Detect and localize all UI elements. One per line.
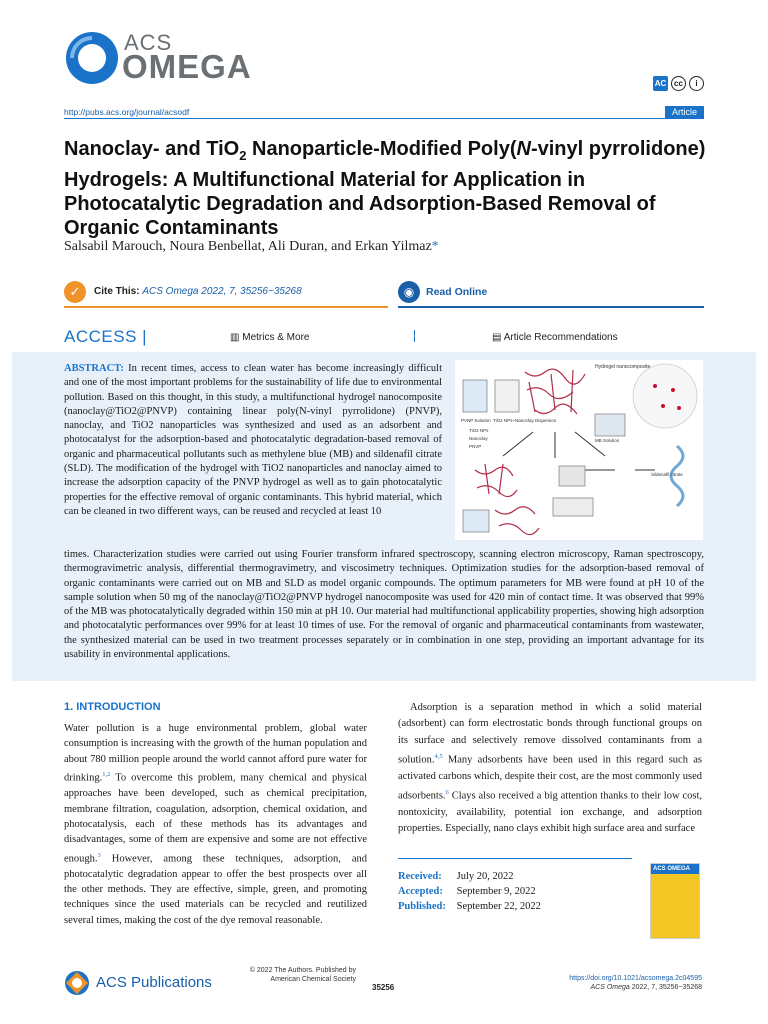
access-separator [414, 330, 415, 342]
header-divider [64, 118, 704, 119]
journal-url[interactable]: http://pubs.acs.org/journal/acsodf [64, 107, 190, 117]
read-online-link[interactable]: Read Online [426, 286, 488, 298]
article-type-badge: Article [665, 106, 704, 118]
citation-ref[interactable]: 1,2 [102, 771, 111, 779]
intro-column-right: Adsorption is a separation method in which a solid material (adsorbent) can form electrostatic bonds through functional groups on its surface and selectively remove dissolved contaminants from a solution.$^{4,5}$ Many adsorbents have been used in this regard such as activated carbons which, despite their cost, are the most commonly used adsorbents.$^6$ Clays also received a big attention thanks to their low cost, nontoxicity, availability, potential ion exchange, and adsorption properties. Especially, nano clays exhibit high surface area and surface [398, 702, 702, 835]
publisher-name: ACS Publications [96, 974, 212, 991]
abstract-text-top: ABSTRACT: In recent times, access to clean water has become increasingly difficult and one of the most important problems for the sustainability of life due to environmental pollution. Based on this thought, in this study, a multifunctional hydrogel nanocomposite (nanoclay@TiO2@PNVP) containing linear poly(N-vinyl pyrrolidone) (PNVP), nanoclay, and TiO2 nanoparticles was synthesized and used as an adsorbent and photocatalyst for the adsorption-based and photocatalytic degradation-based removal of organic and pharmaceutical pollutants such as methylene blue (MB) and sildenafil citrate (SLD). The modification of the hydrogel with TiO2 nanoparticles and nanoclay aimed to increase the adsorption capacity of the PNVP hydrogel as well as to gain photocatalytic properties for the effective removal of organic contaminants. This hybrid material, which can be cleaned in two different ways, can be reused and recycled at least 10 [64, 363, 443, 517]
page-number: 35256 [372, 983, 395, 992]
toc-graphic [455, 360, 703, 540]
author-names[interactable]: Salsabil Marouch, Noura Benbellat, Ali Duran, and Erkan Yilmaz [64, 239, 432, 254]
cite-this[interactable]: Cite This: ACS Omega 2022, 7, 35256−35268 [94, 286, 302, 297]
globe-icon: ◉ [398, 281, 420, 303]
cite-journal: ACS Omega [142, 286, 199, 297]
intro-column-left: Water pollution is a huge environmental problem, global water consumption is increasing with the growth of the human population and about 780 million people around the world cannot afford pure water for drinking.$^{1,2}$ To overcome this problem, many chemical and physical approaches have been developed, such as chemical precipitation, membrane filtration, coagulation, adsorption, chemical oxidation, and photocatalysis, each of these methods has its advantages and disadvantages, some of them are expensive and some are not effective enough.$^3$ However, among these techniques, adsorption, and photocatalytic degradation appear to offer the best prospects over all the other methods. They are effective, simple, green, and promoting techniques since the used materials can be recycled and reutilized several times, making the cost of the dye removal reasonable. [64, 723, 367, 926]
citation-ref[interactable]: 3 [97, 851, 101, 859]
corresponding-author-mark: * [431, 239, 439, 254]
access-label[interactable]: ACCESS | [64, 327, 148, 346]
toc-label-nanoclay: Nanoclay [469, 436, 488, 441]
abstract-text-bottom: times. Characterization studies were carried out using Fourier transform infrared spectroscopy, scanning electron microscopy, Raman spectroscopy, thermogravimetric analysis, differential thermogravimetry, and viscosimetry techniques. Optimization studies for the adsorption-based removal of organic contaminants were carried out on MB and SLD as model organic compounds. The optimum parameters for MB were found at pH 10 of the sample solution when 50 mg of the nanoclay@TiO2@PNVP hydrogel nanocomposite was used for 420 min of contact time. It was observed that 99% of the MB was photocatalytically degraded within 150 min at pH 10. Our material had multifunctional applicability properties, showing high adsorption and photocatalytic performances over 99% for at least 10 times of use. For the removal of organic and pharmaceutical contaminants from wastewater, the synthesized material can be used in two treatment processes separately or in combination in one step, providing an important advantage for its usability in environmental applications. [64, 549, 704, 661]
journal-cover-thumbnail[interactable] [650, 863, 700, 939]
toc-label-tio2: TiO2 NPs [469, 428, 489, 433]
license-icons [653, 76, 704, 91]
logo-omega-text: OMEGA [122, 48, 252, 85]
dates-divider [398, 858, 632, 859]
article-title: Nanoclay- and TiO$_2$ Nanoparticle-Modified Poly(N-vinyl pyrrolidone) Hydrogels: A Multifunctional Material for Application in Photocatalytic Degradation and Adsorption-Based Removal of Organic Contaminants [64, 138, 706, 239]
toc-label-pnvp: PNVP [469, 444, 482, 449]
doi-block: https://doi.org/10.1021/acsomega.2c04595 ACS Omega 2022, 7, 35256−35268 [569, 975, 702, 991]
toc-label-dispersion: TiO2 NPs+Nanoclay Dispersion [493, 418, 557, 423]
read-underline [398, 306, 704, 308]
bar-chart-icon: ▥ [230, 332, 240, 343]
toc-label-mb: MB Solution [595, 438, 620, 443]
journal-logo[interactable] [64, 28, 274, 86]
citation-ref[interactable]: 6 [445, 788, 449, 796]
acs-omega-logo-icon [64, 30, 120, 86]
cite-ref: 2022, 7, 35256−35268 [201, 286, 302, 297]
publication-dates: Received: July 20, 2022 Accepted: September 9, 2022 Published: September 22, 2022 [398, 871, 541, 912]
attribution-icon[interactable]: i [689, 76, 704, 91]
acs-authorchoice-icon[interactable]: AC [653, 76, 668, 91]
check-icon: ✓ [64, 281, 86, 303]
author-list [64, 239, 439, 255]
logo-acs-text: ACS [124, 30, 173, 55]
abstract-label: ABSTRACT: [64, 363, 124, 374]
cite-underline [64, 306, 388, 308]
acs-publications-icon [64, 970, 90, 996]
cover-title: ACS OMEGA [651, 864, 699, 874]
doi-link[interactable]: https://doi.org/10.1021/acsomega.2c04595 [569, 975, 702, 982]
citation-ref[interactable]: 4,5 [434, 752, 443, 760]
toc-label-pvnp: PVNP Solution [461, 418, 491, 423]
section-heading-introduction: 1. INTRODUCTION [64, 701, 161, 713]
recommendations-link[interactable]: ▤ Article Recommendations [492, 332, 618, 343]
document-icon: ▤ [492, 332, 502, 343]
toc-label-sld: Sildenafil citrate [651, 472, 683, 477]
toc-label-hydrogel: Hydrogel nanocomposite [595, 364, 651, 370]
creative-commons-icon[interactable]: cc [671, 76, 686, 91]
acs-publications-logo[interactable] [64, 970, 224, 996]
copyright-notice: © 2022 The Authors. Published by American Chemical Society [249, 967, 356, 983]
metrics-link[interactable]: ▥ Metrics & More [230, 332, 310, 343]
